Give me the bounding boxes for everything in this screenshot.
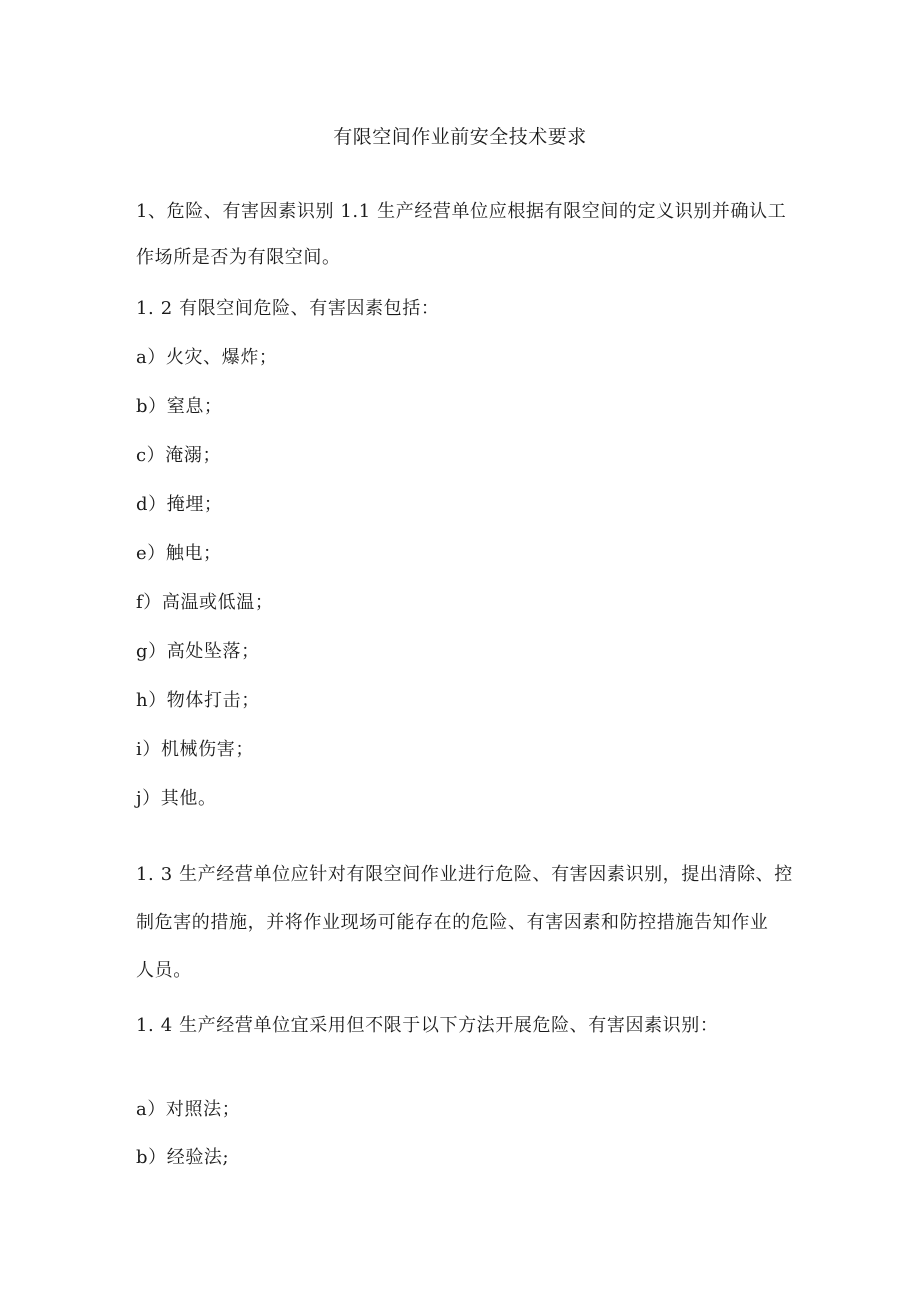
list-item-g: g）高处坠落； (136, 641, 260, 662)
method-item-a: a）对照法； (136, 1099, 241, 1120)
paragraph-line-1-2-heading: 1. 2 有限空间危险、有害因素包括： (136, 298, 440, 319)
paragraph-1-3-line-2: 制危害的措施，并将作业现场可能存在的危险、有害因素和防控措施告知作业 (136, 912, 769, 933)
method-item-b: b）经验法; (136, 1147, 230, 1168)
list-item-e: e）触电； (136, 543, 222, 564)
paragraph-1-3-line-3: 人员。 (136, 960, 192, 981)
paragraph-line-1-1: 1、危险、有害因素识别 1.1 生产经营单位应根据有限空间的定义识别并确认工 (136, 201, 787, 222)
list-item-i: i）机械伤害； (136, 739, 254, 760)
paragraph-1-4: 1. 4 生产经营单位宜采用但不限于以下方法开展危险、有害因素识别： (136, 1015, 719, 1036)
list-item-h: h）物体打击； (136, 690, 260, 711)
paragraph-1-3-line-1: 1. 3 生产经营单位应针对有限空间作业进行危险、有害因素识别，提出清除、控 (136, 864, 793, 885)
list-item-b: b）窒息； (136, 396, 223, 417)
list-item-f: f）高温或低温； (136, 592, 274, 613)
list-item-j: j）其他。 (136, 788, 217, 809)
list-item-a: a）火灾、爆炸； (136, 347, 278, 368)
paragraph-line-1-2: 作场所是否为有限空间。 (136, 247, 341, 268)
list-item-c: c）淹溺； (136, 445, 222, 466)
list-item-d: d）掩埋； (136, 494, 223, 515)
document-title: 有限空间作业前安全技术要求 (333, 126, 587, 148)
